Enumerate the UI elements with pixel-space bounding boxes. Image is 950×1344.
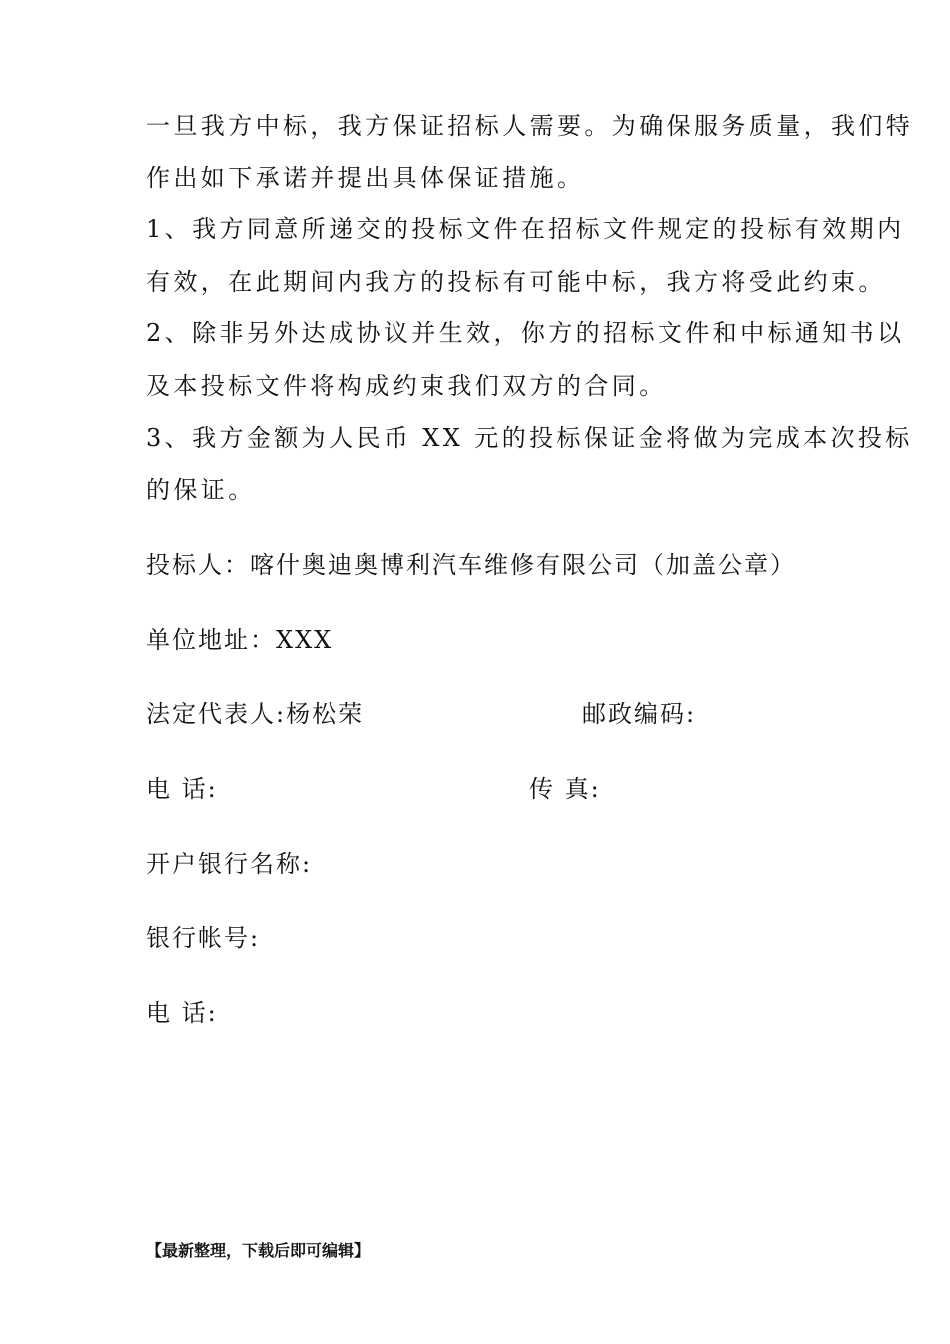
item-2-line-1: 2、除非另外达成协议并生效，你方的招标文件和中标通知书以 [146, 319, 905, 347]
fax-field: 传 真: [529, 775, 601, 803]
phone-field-2: 电 话: [146, 999, 218, 1027]
item-3-line-2: 的保证。 [146, 476, 256, 504]
bank-account-field: 银行帐号: [146, 924, 261, 952]
bank-name-field: 开户银行名称: [146, 850, 313, 878]
intro-line-2: 作出如下承诺并提出具体保证措施。 [146, 164, 585, 192]
item-1-line-2: 有效，在此期间内我方的投标有可能中标，我方将受此约束。 [146, 268, 886, 296]
legal-rep-field: 法定代表人:杨松荣 [146, 700, 365, 728]
item-1-line-1: 1、我方同意所递交的投标文件在招标文件规定的投标有效期内 [146, 215, 905, 243]
phone-field: 电 话: [146, 775, 218, 803]
item-3-line-1: 3、我方金额为人民币 XX 元的投标保证金将做为完成本次投标 [146, 424, 913, 452]
item-2-line-2: 及本投标文件将构成约束我们双方的合同。 [146, 372, 667, 400]
postal-code-field: 邮政编码: [582, 700, 697, 728]
footer-note: 【最新整理，下载后即可编辑】 [146, 1241, 371, 1260]
bidder-field: 投标人：喀什奥迪奥博利汽车维修有限公司（加盖公章） [146, 551, 796, 579]
address-field: 单位地址：XXX [146, 626, 334, 654]
intro-line-1: 一旦我方中标，我方保证招标人需要。为确保服务质量，我们特 [146, 112, 914, 140]
